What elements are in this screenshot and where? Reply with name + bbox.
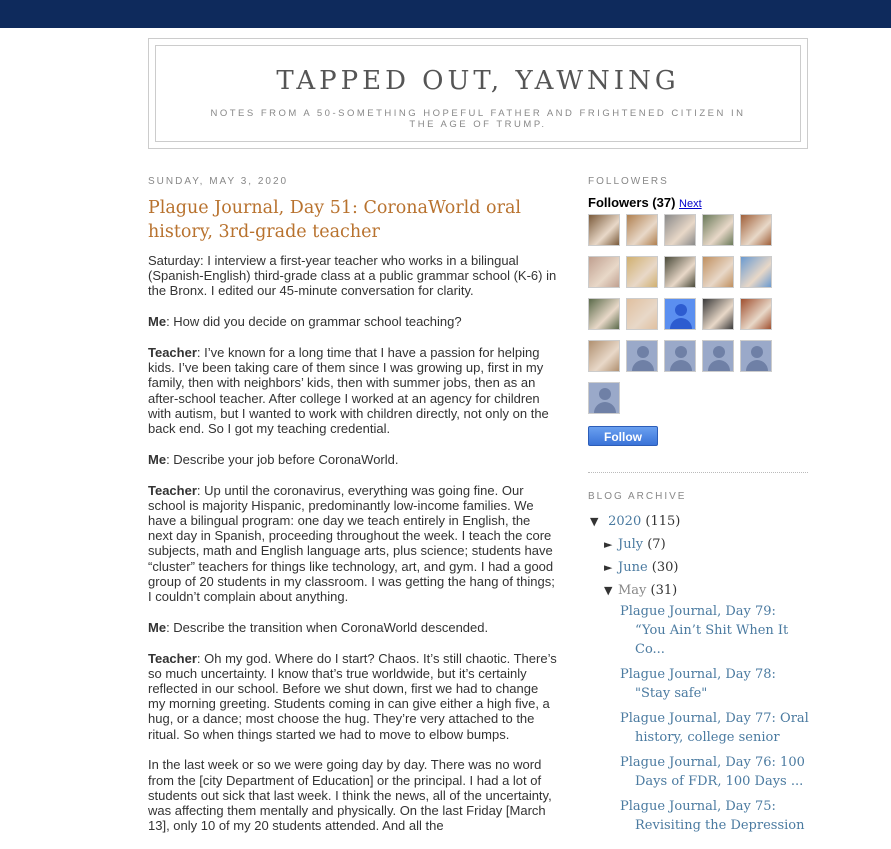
- follower-avatar[interactable]: [664, 256, 696, 288]
- paragraph-text: : Up until the coronavirus, everything was going fine. Our school is majority Hispanic, predominantly low-income families. We have a bilingual program: one day we teach entirely in English, the next day in Spanish, proceeding throughout the week. I teach the core subjects, math and English language arts, plus science; students have “cluster” teachers for things like technology, art, and gym. I had a good group of 20 students in my classroom. I was getting the hang of things; I couldn’t complain about anything.: [148, 482, 555, 605]
- top-navbar: [0, 0, 891, 28]
- blog-header-inner: [155, 45, 801, 142]
- follower-avatar[interactable]: [702, 340, 734, 372]
- follower-avatar[interactable]: [702, 256, 734, 288]
- paragraph-text: : I’ve known for a long time that I have a passion for helping kids. I’ve been taking care of them since I was growing up, first in my family, then with neighbors’ kids, then with summer jobs, then as an after-school teacher. After college I worked at an agency for children with autism, but I wanted to work with children directly, not only on the back end. So I got my teaching credential.: [148, 345, 549, 437]
- paragraph-text: Saturday: I interview a first-year teacher who works in a bilingual (Spanish-English) third-grade class at a public grammar school (K-6) in the Bronx. I edited our 45-minute conversation for clarity.: [148, 253, 557, 299]
- archive-month-count: (7): [647, 537, 666, 552]
- paragraph-text: : Describe the transition when CoronaWorld descended.: [166, 619, 489, 635]
- archive-year-link[interactable]: 2020: [608, 514, 642, 529]
- post-paragraph: [148, 345, 558, 436]
- follower-avatar[interactable]: [588, 340, 620, 372]
- speaker-label: Teacher: [148, 482, 197, 498]
- main-column: [148, 176, 558, 849]
- follower-avatar[interactable]: [588, 256, 620, 288]
- archive-year-count: (115): [645, 514, 681, 529]
- paragraph-text: In the last week or so we were going day by day. There was no word from the [city Department of Education] or the principal. I had a lot of students out sick that last week. I think the news, all of the uncertainty, was affecting them mentally and physically. On the last Friday [March 13], only 10 of my 20 students attended. And all the: [148, 757, 552, 834]
- follower-avatar[interactable]: [588, 214, 620, 246]
- expand-toggle-icon[interactable]: ►: [604, 538, 613, 551]
- follower-avatar[interactable]: [588, 298, 620, 330]
- post-date: SUNDAY, MAY 3, 2020: [148, 176, 289, 187]
- follower-avatar[interactable]: [626, 214, 658, 246]
- speaker-label: Teacher: [148, 650, 197, 666]
- post-title[interactable]: Plague Journal, Day 51: CoronaWorld oral history, 3rd-grade teacher: [148, 198, 521, 242]
- archive-month-count: (31): [650, 583, 678, 598]
- archive-post-list: [588, 602, 810, 835]
- archive-month-count: (30): [651, 560, 679, 575]
- collapse-toggle-icon[interactable]: ▼: [590, 515, 599, 528]
- speaker-label: Me: [148, 619, 167, 635]
- follow-button[interactable]: Follow: [588, 426, 658, 446]
- archive-post-link[interactable]: Plague Journal, Day 79: “You Ain’t Shit When It Co...: [620, 604, 789, 657]
- follower-avatar[interactable]: [626, 340, 658, 372]
- post-body: [148, 253, 558, 833]
- archive-month-row: [588, 556, 810, 579]
- follower-avatar[interactable]: [740, 214, 772, 246]
- follower-avatar[interactable]: [740, 340, 772, 372]
- followers-count: [588, 195, 810, 210]
- post-paragraph: [148, 253, 558, 299]
- speaker-label: Me: [148, 314, 167, 330]
- sidebar: [588, 176, 810, 841]
- archive-post-link[interactable]: Plague Journal, Day 77: Oral history, college senior: [620, 711, 809, 745]
- archive-month-link[interactable]: May: [618, 583, 647, 598]
- blog-description: NOTES FROM A 50-SOMETHING HOPEFUL FATHER AND FRIGHTENED CITIZEN IN THE AGE OF TRUMP.: [210, 108, 746, 130]
- follower-avatar[interactable]: [702, 214, 734, 246]
- paragraph-text: : Describe your job before CoronaWorld.: [166, 451, 399, 467]
- blog-title[interactable]: TAPPED OUT, YAWNING: [276, 66, 680, 96]
- followers-next-link[interactable]: Next: [679, 198, 702, 210]
- follower-avatar[interactable]: [588, 382, 620, 414]
- follower-avatar[interactable]: [664, 340, 696, 372]
- followers-grid: [588, 214, 788, 414]
- follower-avatar[interactable]: [664, 214, 696, 246]
- blog-header: [148, 38, 808, 149]
- archive-post-link[interactable]: Plague Journal, Day 75: Revisiting the Depression: [620, 799, 805, 833]
- follower-avatar[interactable]: [626, 298, 658, 330]
- archive-month-row: [588, 533, 810, 556]
- post-paragraph: [148, 757, 558, 833]
- archive-month-row: [588, 579, 810, 602]
- speaker-label: Teacher: [148, 345, 197, 360]
- post-paragraph: [148, 452, 558, 467]
- speaker-label: Me: [148, 451, 167, 467]
- collapse-toggle-icon[interactable]: ▼: [604, 584, 613, 597]
- follower-avatar[interactable]: [740, 298, 772, 330]
- sidebar-divider: [588, 472, 808, 473]
- follower-avatar[interactable]: [626, 256, 658, 288]
- archive-month-link[interactable]: June: [618, 560, 648, 575]
- followers-widget-title: FOLLOWERS: [588, 176, 669, 187]
- follower-avatar[interactable]: [702, 298, 734, 330]
- archive-widget-title: BLOG ARCHIVE: [588, 491, 687, 502]
- post-paragraph: [148, 483, 558, 605]
- follower-avatar[interactable]: [740, 256, 772, 288]
- post-paragraph: [148, 620, 558, 635]
- paragraph-text: : Oh my god. Where do I start? Chaos. It’s still chaotic. There’s so much uncertainty. I know that’s true worldwide, but it’s certainly reflected in our school. Before we shut down, first we had to change my morning greeting. Students coming in can give either a high five, a hug, or a dance; most choose the hug. They’re very attached to the ritual. So when things started we had to move to elbow bumps.: [148, 650, 557, 742]
- followers-label: Followers (37): [588, 195, 676, 210]
- follower-avatar[interactable]: [664, 298, 696, 330]
- post-paragraph: [148, 651, 558, 742]
- archive-month-link[interactable]: July: [618, 537, 644, 552]
- paragraph-text: : How did you decide on grammar school teaching?: [166, 314, 462, 330]
- blog-archive: [588, 510, 810, 835]
- expand-toggle-icon[interactable]: ►: [604, 561, 613, 574]
- archive-post-link[interactable]: Plague Journal, Day 78: "Stay safe": [620, 667, 776, 701]
- archive-post-link[interactable]: Plague Journal, Day 76: 100 Days of FDR, 100 Days ...: [620, 755, 805, 789]
- archive-year-row: [588, 510, 810, 533]
- post-paragraph: [148, 314, 558, 329]
